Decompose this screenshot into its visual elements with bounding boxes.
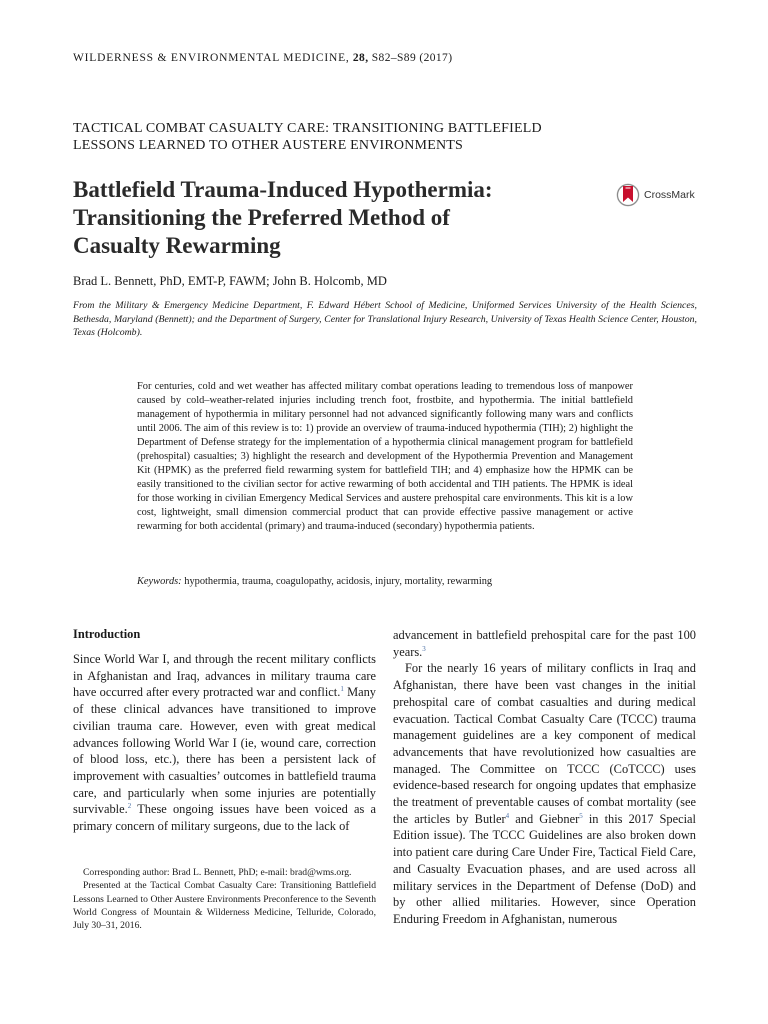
article-title [73,176,593,260]
title-line: Casualty Rewarming [73,233,281,258]
reference-link[interactable]: 3 [422,644,426,653]
body-paragraph [393,660,696,927]
presentation-note: Presented at the Tactical Combat Casualty Care: Transitioning Battlefield Lessons Learned to Other Austere Environments Preconference to the Seventh World Congress of Mountain & Wilderness Medicine, Telluride, Colorado, July 30–31, 2016. [73,880,376,932]
text-run: advancement in battlefield prehospital care for the past 100 years. [393,628,696,659]
text-run: For the nearly 16 years of military conflicts in Iraq and Afghanistan, there have been vast changes in the initial prehospital care of combat casualties and during medical evacuation. Tactical Combat Casualty Care (TCCC) trauma management guidelines are a key component of medical advancements that have revolutionized how casualties are managed. The Committee on TCCC (CoTCCC) uses evidence-based research for ongoing updates that emphasize the treatment of preventable causes of combat mortality (see the articles by Butler [393,661,696,826]
author-list: Brad L. Bennett, PhD, EMT-P, FAWM; John B. Holcomb, MD [73,274,387,288]
text-run: These ongoing issues have been voiced as a primary concern of military surgeons, due to the lack of [73,802,376,834]
title-line: Battlefield Trauma-Induced Hypothermia: [73,177,493,202]
journal-pages: S82–S89 (2017) [371,52,453,64]
running-head [73,52,452,64]
title-line: Transitioning the Preferred Method of [73,205,450,230]
text-run: and Giebner [509,811,580,826]
text-run: Many of these clinical advances have transitioned to improve civilian trauma care. However, even with great medical advances following World War I (ie, wound care, correction of blood loss, etc.), there has been a persistent lack of improvement with casualties’ outcomes in battlefield trauma care, and particularly when some injuries are potentially survivable. [73,685,376,817]
section-heading-line: LESSONS LEARNED TO OTHER AUSTERE ENVIRONMENTS [73,138,463,153]
footnote [73,866,376,932]
keywords-label: Keywords: [137,576,182,587]
author-affiliation: From the Military & Emergency Medicine Department, F. Edward Hébert School of Medicine, Uniformed Services University of the Health Sciences, Bethesda, Maryland (Bennett); and the Department of Surgery, Center for Translational Injury Research, University of Texas Health Science Center, Houston, Texas (Holcomb). [73,300,697,338]
keywords [137,576,633,587]
introduction-heading: Introduction [73,627,141,641]
body-column-left [73,627,376,835]
corresponding-author: Corresponding author: Brad L. Bennett, PhD; e-mail: brad@wms.org. [83,867,352,878]
reference-link[interactable]: 4 [505,811,510,820]
keywords-text: hypothermia, trauma, coagulopathy, acidosis, injury, mortality, rewarming [184,576,493,587]
body-column-right [393,627,696,928]
journal-name: WILDERNESS & ENVIRONMENTAL MEDICINE, [73,52,350,64]
section-heading-line: TACTICAL COMBAT CASUALTY CARE: TRANSITIONING BATTLEFIELD [73,121,542,136]
crossmark-icon [616,180,640,210]
reference-link[interactable]: 2 [127,802,132,811]
reference-link[interactable]: 1 [340,685,344,694]
body-paragraph [73,651,376,835]
text-run: Since World War I, and through the recent military conflicts in Afghanistan and Iraq, advances in military trauma care have occurred after every protracted war and conflict. [73,652,376,700]
section-heading [73,120,673,154]
text-run: in this 2017 Special Edition issue). The TCCC Guidelines are also broken down into patient care during Care Under Fire, Tactical Field Care, and Casualty Evacuation phases, and are used across all military services in the Department of Defense (DoD) and by other allied militaries. However, since Operation Enduring Freedom in Afghanistan, numerous [393,811,696,926]
crossmark-badge[interactable] [616,180,695,210]
abstract: For centuries, cold and wet weather has affected military combat operations leading to tremendous loss of manpower caused by cold–weather-related injuries including trench foot, frostbite, and hypothermia. The initial battlefield management of hypothermia in military personnel had not advanced significantly following many wars and conflicts until 2006. The aim of this review is to: 1) provide an overview of trauma-induced hypothermia (TIH); 2) highlight the Department of Defense strategy for the implementation of a hypothermia clinical management program for battlefield (prehospital) casualties; 3) highlight the research and development of the Hypothermia Prevention and Management Kit (HPMK) as the preferred field rewarming system for battlefield TIH; and 4) emphasize how the HPMK can be easily transitioned to the civilian sector for active rewarming of both accidental and TIH patients. The HPMK is ideal for those working in civilian Emergency Medical Services and austere prehospital care environments. This kit is a low cost, lightweight, small dimension commercial product that can provide effective passive management or active rewarming for both accidental (primary) and trauma-induced (secondary) hypothermia patients. [137,381,633,532]
body-paragraph [393,627,696,660]
crossmark-label: CrossMark [644,189,695,201]
journal-volume: 28, [352,52,369,64]
reference-link[interactable]: 5 [579,811,583,820]
